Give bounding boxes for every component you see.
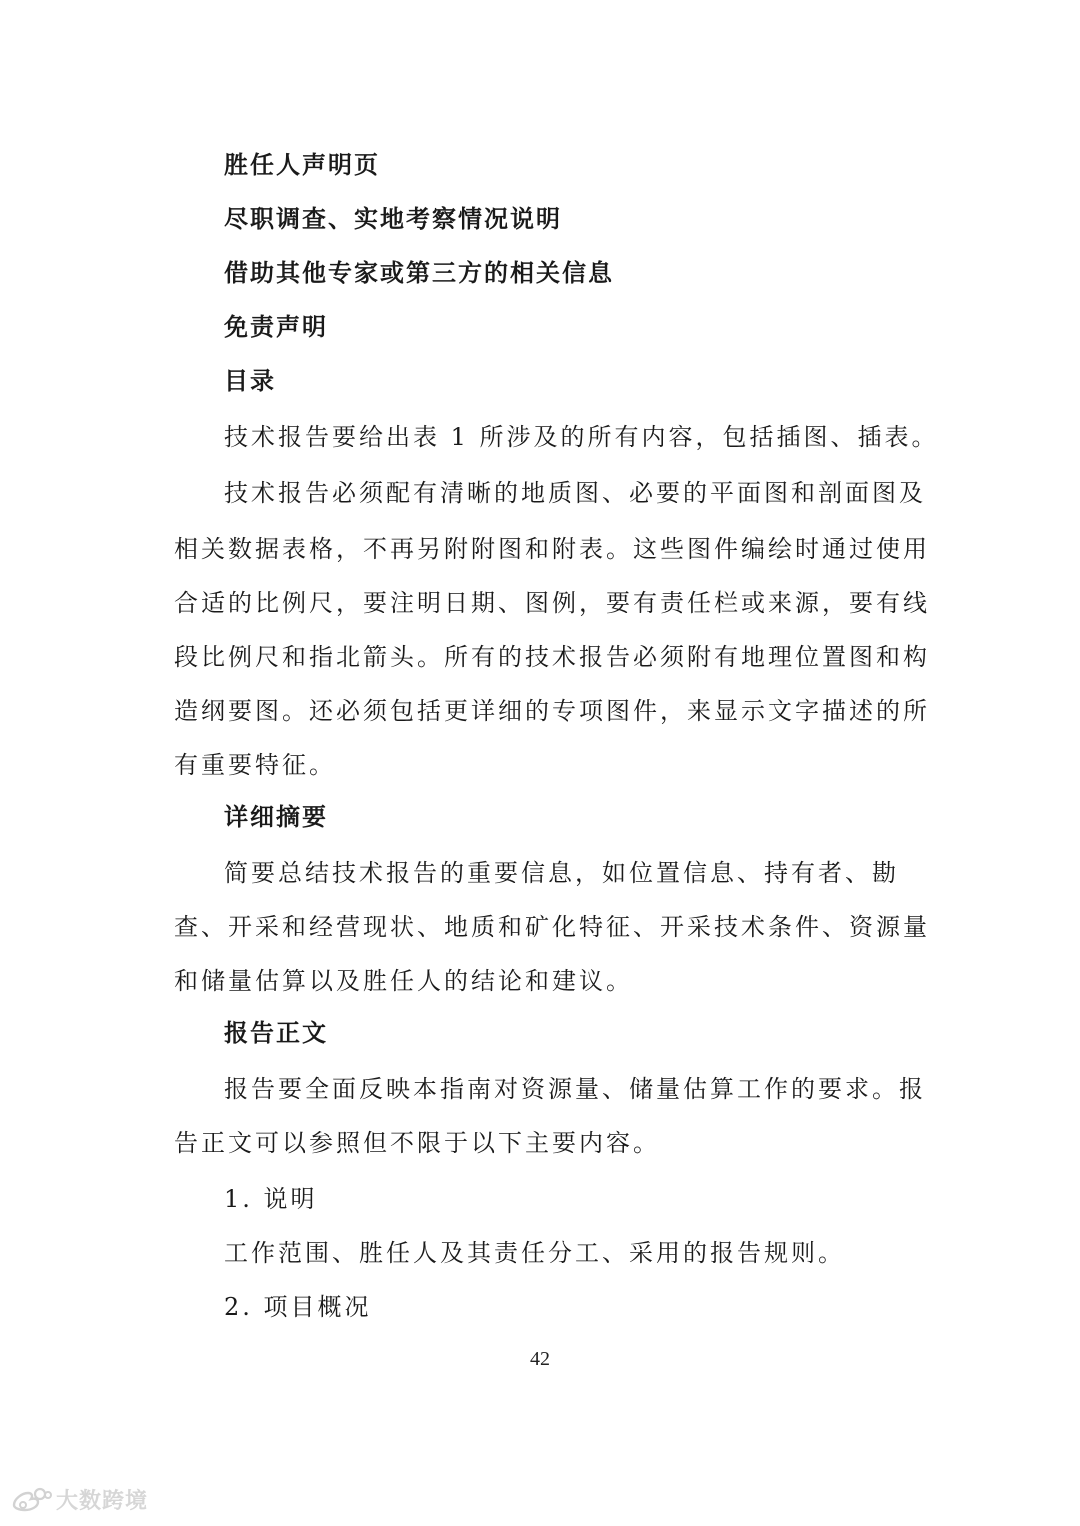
paragraph-maps-line: 相关数据表格，不再另附附图和附表。这些图件编绘时通过使用 bbox=[174, 535, 930, 563]
paragraph-summary-line: 和储量估算以及胜任人的结论和建议。 bbox=[174, 967, 633, 995]
paragraph-maps-line: 有重要特征。 bbox=[174, 751, 336, 779]
paragraph-maps-line: 段比例尺和指北箭头。所有的技术报告必须附有地理位置图和构 bbox=[174, 643, 930, 671]
item-1-title: 1. 说明 bbox=[224, 1185, 318, 1213]
paragraph-body-line: 告正文可以参照但不限于以下主要内容。 bbox=[174, 1129, 660, 1157]
heading-due-diligence: 尽职调查、实地考察情况说明 bbox=[224, 205, 562, 233]
paragraph-maps-line: 合适的比例尺，要注明日期、图例，要有责任栏或来源，要有线 bbox=[174, 589, 930, 617]
paragraph-body-line: 报告要全面反映本指南对资源量、储量估算工作的要求。报 bbox=[224, 1075, 926, 1103]
watermark-text: 大数跨境 bbox=[56, 1488, 149, 1514]
paragraph-maps-line: 造纲要图。还必须包括更详细的专项图件，来显示文字描述的所 bbox=[174, 697, 930, 725]
page-number: 42 bbox=[530, 1348, 550, 1370]
heading-disclaimer: 免责声明 bbox=[224, 313, 328, 341]
item-2-title: 2. 项目概况 bbox=[224, 1293, 372, 1321]
paragraph-toc-note: 技术报告要给出表 1 所涉及的所有内容，包括插图、插表。 bbox=[224, 423, 939, 451]
watermark bbox=[8, 1484, 148, 1514]
paragraph-summary-line: 查、开采和经营现状、地质和矿化特征、开采技术条件、资源量 bbox=[174, 913, 930, 941]
weibo-logo-icon bbox=[8, 1485, 52, 1513]
paragraph-maps-line: 技术报告必须配有清晰的地质图、必要的平面图和剖面图及 bbox=[224, 479, 926, 507]
heading-detailed-summary: 详细摘要 bbox=[224, 803, 328, 831]
heading-third-party-info: 借助其他专家或第三方的相关信息 bbox=[224, 259, 614, 287]
heading-contents: 目录 bbox=[224, 367, 276, 395]
paragraph-summary-line: 简要总结技术报告的重要信息，如位置信息、持有者、勘 bbox=[224, 859, 899, 887]
item-1-text: 工作范围、胜任人及其责任分工、采用的报告规则。 bbox=[224, 1239, 845, 1267]
heading-competent-person-statement: 胜任人声明页 bbox=[224, 151, 380, 179]
heading-report-body: 报告正文 bbox=[224, 1019, 328, 1047]
